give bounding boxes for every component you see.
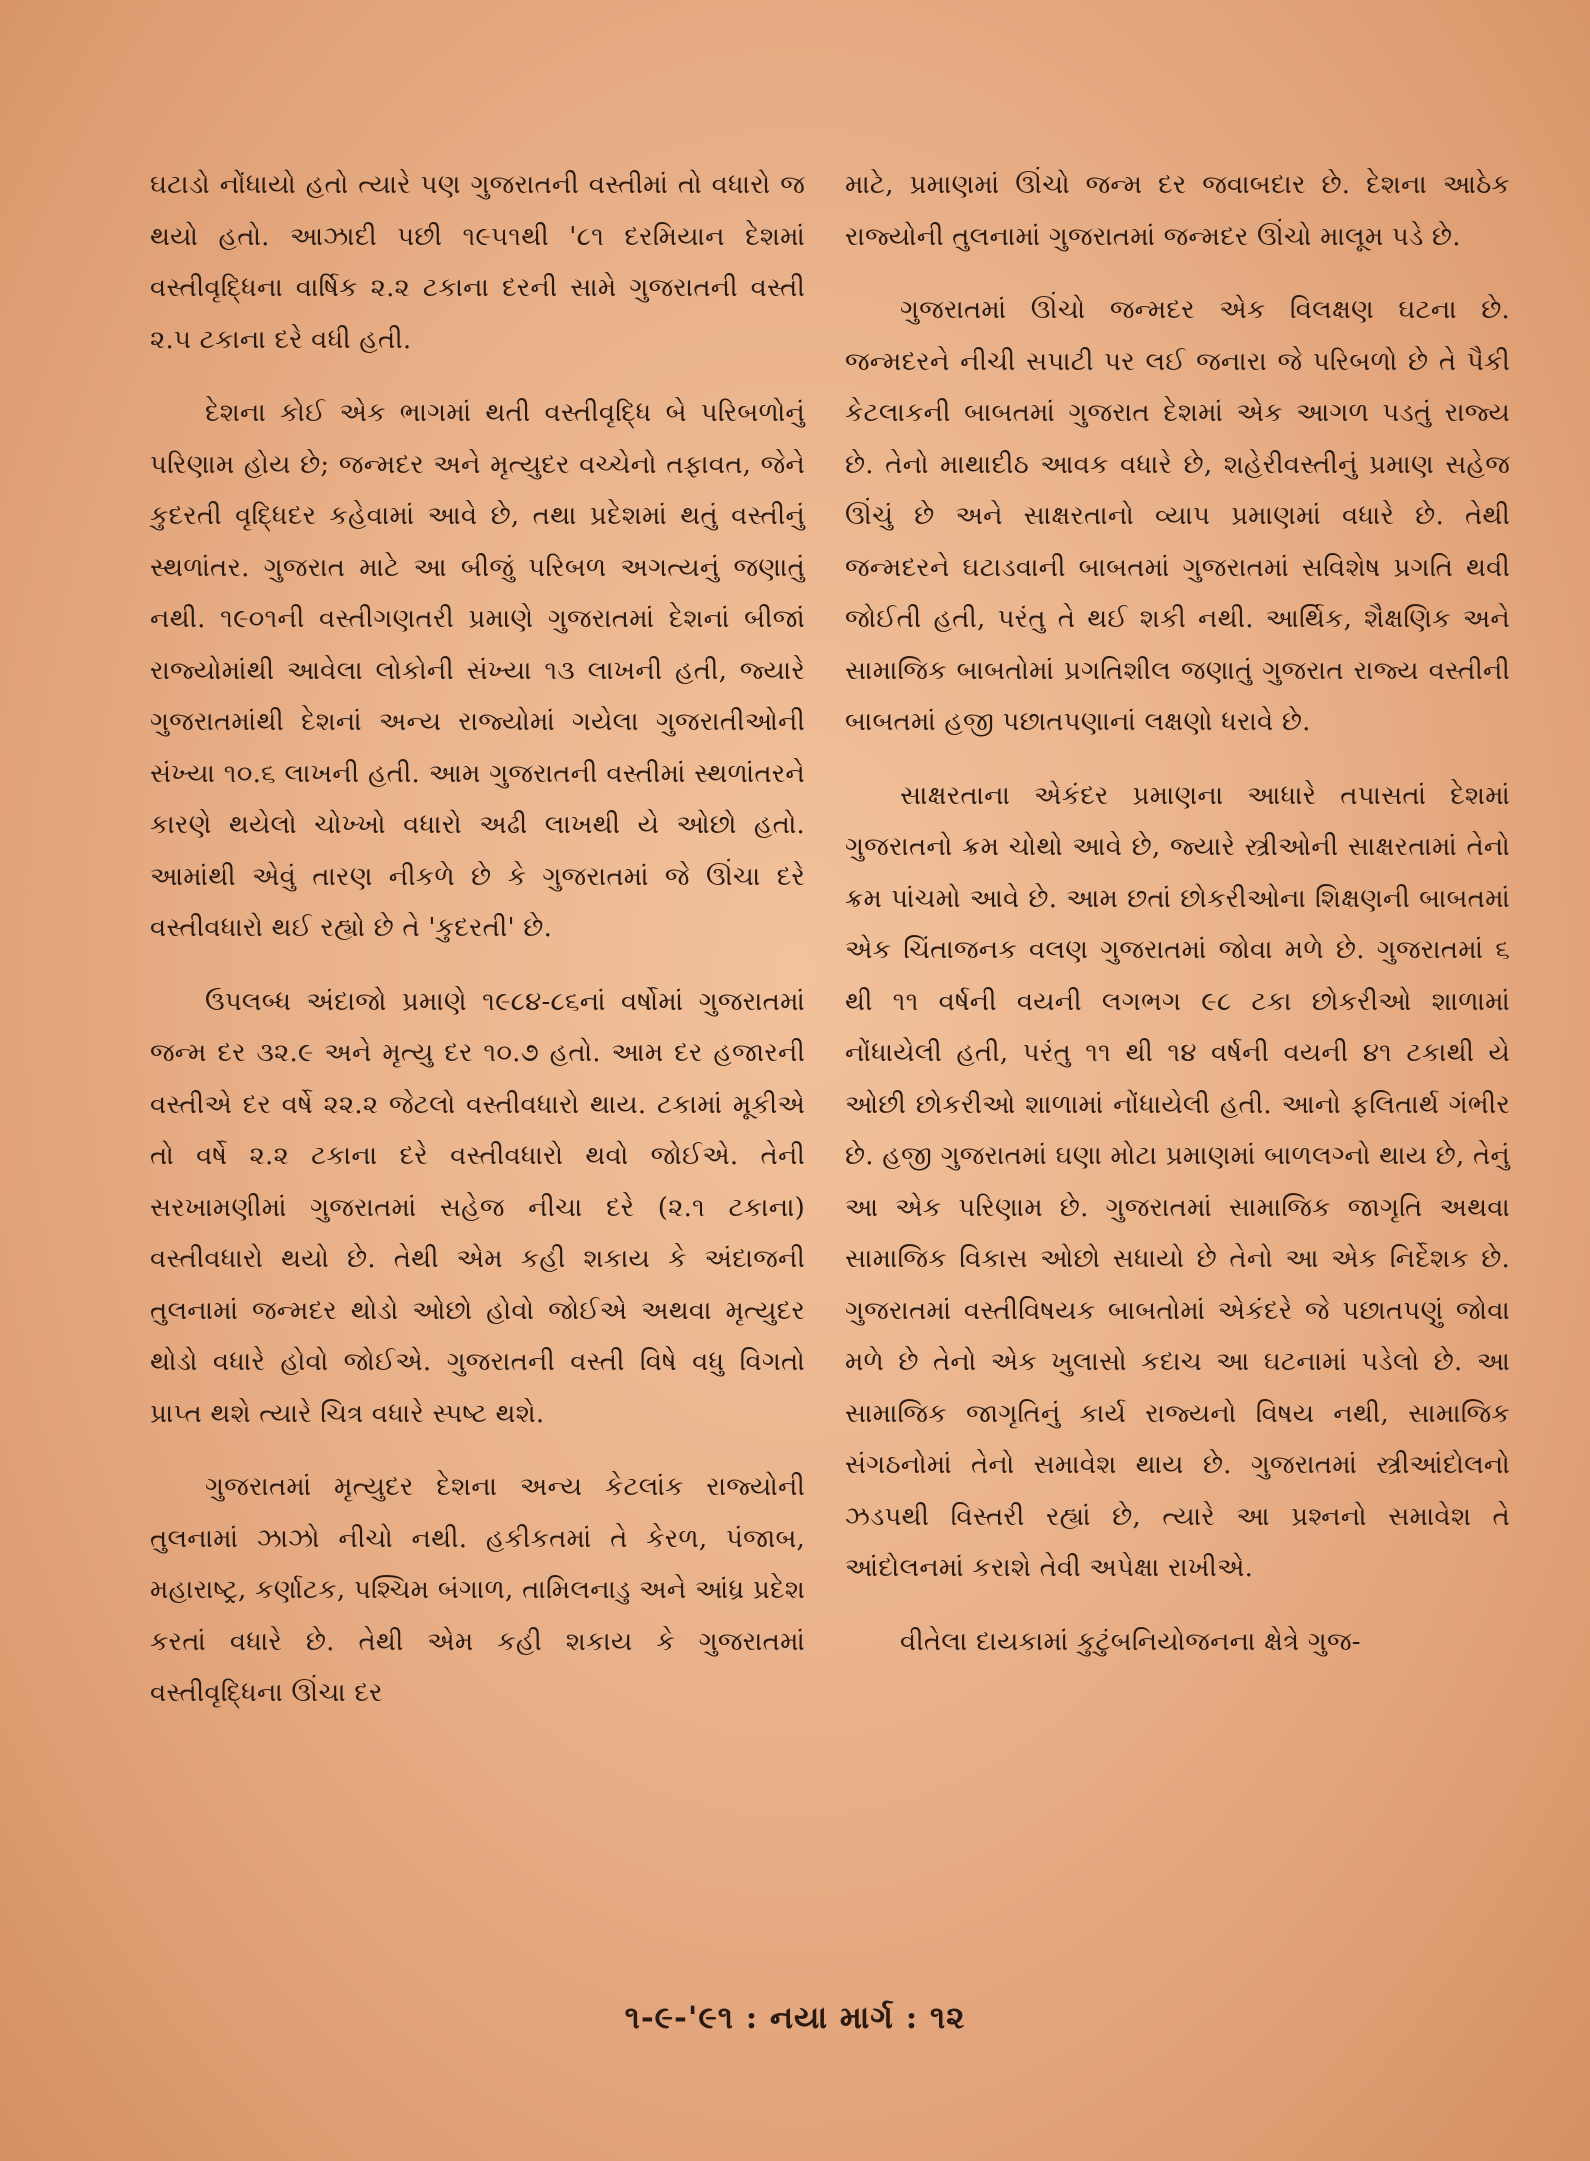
- right-paragraph-2: ગુજરાતમાં ઊંચો જન્મદર એક વિલક્ષણ ઘટના છે. જન્મદરને નીચી સપાટી પર લઈ જનારા જે પરિબળો છે તે પૈકી કેટલાકની બાબતમાં ગુજરાત દેશમાં એક આગળ પડતું રાજ્ય છે. તેનો માથાદીઠ આવક વધારે છે, શહેરીવસ્તીનું પ્રમાણ સહેજ ઊંચું છે અને સાક્ષરતાનો વ્યાપ પ્રમાણમાં વધારે છે. તેથી જન્મદરને ઘટાડવાની બાબતમાં ગુજરાતમાં સવિશેષ પ્રગતિ થવી જોઈતી હતી, પરંતુ તે થઈ શકી નથી. આર્થિક, શૈક્ષણિક અને સામાજિક બાબતોમાં પ્રગતિશીલ જણાતું ગુજરાત રાજ્ય વસ્તીની બાબતમાં હજી પછાતપણાનાં લક્ષણો ધરાવે છે.: [845, 295, 1510, 737]
- page-footer: ૧-૯-'૯૧ : નયા માર્ગ : ૧૨: [624, 2000, 966, 2036]
- text-columns: [150, 160, 1510, 1960]
- right-paragraph-3: સાક્ષરતાના એકંદર પ્રમાણના આધારે તપાસતાં દેશમાં ગુજરાતનો ક્રમ ચોથો આવે છે, જ્યારે સ્ત્રીઓની સાક્ષરતામાં તેનો ક્રમ પાંચમો આવે છે. આમ છતાં છોકરીઓના શિક્ષણની બાબતમાં એક ચિંતાજનક વલણ ગુજરાતમાં જોવા મળે છે. ગુજરાતમાં ૬ થી ૧૧ વર્ષની વયની લગભગ ૯૮ ટકા છોકરીઓ શાળામાં નોંધાયેલી હતી, પરંતુ ૧૧ થી ૧૪ વર્ષની વયની ૪૧ ટકાથી યે ઓછી છોકરીઓ શાળામાં નોંધાયેલી હતી. આનો ફલિતાર્થ ગંભીર છે. હજી ગુજરાતમાં ઘણા મોટા પ્રમાણમાં બાળલગ્નો થાય છે, તેનું આ એક પરિણામ છે. ગુજરાતમાં સામાજિક જાગૃતિ અથવા સામાજિક વિકાસ ઓછો સધાયો છે તેનો આ એક નિર્દેશક છે. ગુજરાતમાં વસ્તીવિષયક બાબતોમાં એકંદરે જે પછાતપણું જોવા મળે છે તેનો એક ખુલાસો કદાચ આ ઘટનામાં પડેલો છે. આ સામાજિક જાગૃતિનું કાર્ય રાજ્યનો વિષય નથી, સામાજિક સંગઠનોમાં તેનો સમાવેશ થાય છે. ગુજરાતમાં સ્ત્રીઆંદોલનો ઝડપથી વિસ્તરી રહ્યાં છે, ત્યારે આ પ્રશ્નનો સમાવેશ તે આંદોલનમાં કરાશે તેવી અપેક્ષા રાખીએ.: [845, 780, 1510, 1583]
- left-paragraph-4: ગુજરાતમાં મૃત્યુદર દેશના અન્ય કેટલાંક રાજ્યોની તુલનામાં ઝાઝો નીચો નથી. હકીકતમાં તે કેરળ, પંજાબ, મહારાષ્ટ્ર, કર્ણાટક, પશ્ચિમ બંગાળ, તામિલનાડુ અને આંધ્ર પ્રદેશ કરતાં વધારે છે. તેથી એમ કહી શકાય કે ગુજરાતમાં વસ્તીવૃદ્ધિના ઊંચા દર: [150, 1472, 805, 1708]
- right-paragraph-4: વીતેલા દાયકામાં કુટુંબનિયોજનના ક્ષેત્રે ગુજ-: [900, 1626, 1361, 1657]
- right-paragraph-1: માટે, પ્રમાણમાં ઊંચો જન્મ દર જવાબદાર છે. દેશના આઠેક રાજ્યોની તુલનામાં ગુજરાતમાં જન્મદર ઊંચો માલૂમ પડે છે.: [845, 170, 1510, 252]
- left-column: [150, 160, 805, 1960]
- right-column: [845, 160, 1510, 1960]
- left-paragraph-2: દેશના કોઈ એક ભાગમાં થતી વસ્તીવૃદ્ધિ બે પરિબળોનું પરિણામ હોય છે; જન્મદર અને મૃત્યુદર વચ્ચેનો તફાવત, જેને કુદરતી વૃદ્ધિદર કહેવામાં આવે છે, તથા પ્રદેશમાં થતું વસ્તીનું સ્થળાંતર. ગુજરાત માટે આ બીજું પરિબળ અગત્યનું જણાતું નથી. ૧૯૦૧ની વસ્તીગણતરી પ્રમાણે ગુજરાતમાં દેશનાં બીજાં રાજ્યોમાંથી આવેલા લોકોની સંખ્યા ૧૩ લાખની હતી, જ્યારે ગુજરાતમાંથી દેશનાં અન્ય રાજ્યોમાં ગયેલા ગુજરાતીઓની સંખ્યા ૧૦.૬ લાખની હતી. આમ ગુજરાતની વસ્તીમાં સ્થળાંતરને કારણે થયેલો ચોખ્ખો વધારો અઢી લાખથી યે ઓછો હતો. આમાંથી એવું તારણ નીકળે છે કે ગુજરાતમાં જે ઊંચા દરે વસ્તીવધારો થઈ રહ્યો છે તે 'કુદરતી' છે.: [150, 398, 805, 943]
- left-paragraph-3: ઉપલબ્ધ અંદાજો પ્રમાણે ૧૯૮૪-૮૬નાં વર્ષોમાં ગુજરાતમાં જન્મ દર ૩૨.૯ અને મૃત્યુ દર ૧૦.૭ હતો. આમ દર હજારની વસ્તીએ દર વર્ષે ૨૨.૨ જેટલો વસ્તીવધારો થાય. ટકામાં મૂકીએ તો વર્ષે ૨.૨ ટકાના દરે વસ્તીવધારો થવો જોઈએ. તેની સરખામણીમાં ગુજરાતમાં સહેજ નીચા દરે (૨.૧ ટકાના) વસ્તીવધારો થયો છે. તેથી એમ કહી શકાય કે અંદાજની તુલનામાં જન્મદર થોડો ઓછો હોવો જોઈએ અથવા મૃત્યુદર થોડો વધારે હોવો જોઈએ. ગુજરાતની વસ્તી વિષે વધુ વિગતો પ્રાપ્ત થશે ત્યારે ચિત્ર વધારે સ્પષ્ટ થશે.: [150, 986, 805, 1429]
- left-paragraph-1: ઘટાડો નોંધાયો હતો ત્યારે પણ ગુજરાતની વસ્તીમાં તો વધારો જ થયો હતો. આઝાદી પછી ૧૯૫૧થી '૮૧ દરમિયાન દેશમાં વસ્તીવૃદ્ધિના વાર્ષિક ૨.૨ ટકાના દરની સામે ગુજરાતની વસ્તી ૨.૫ ટકાના દરે વધી હતી.: [150, 170, 805, 355]
